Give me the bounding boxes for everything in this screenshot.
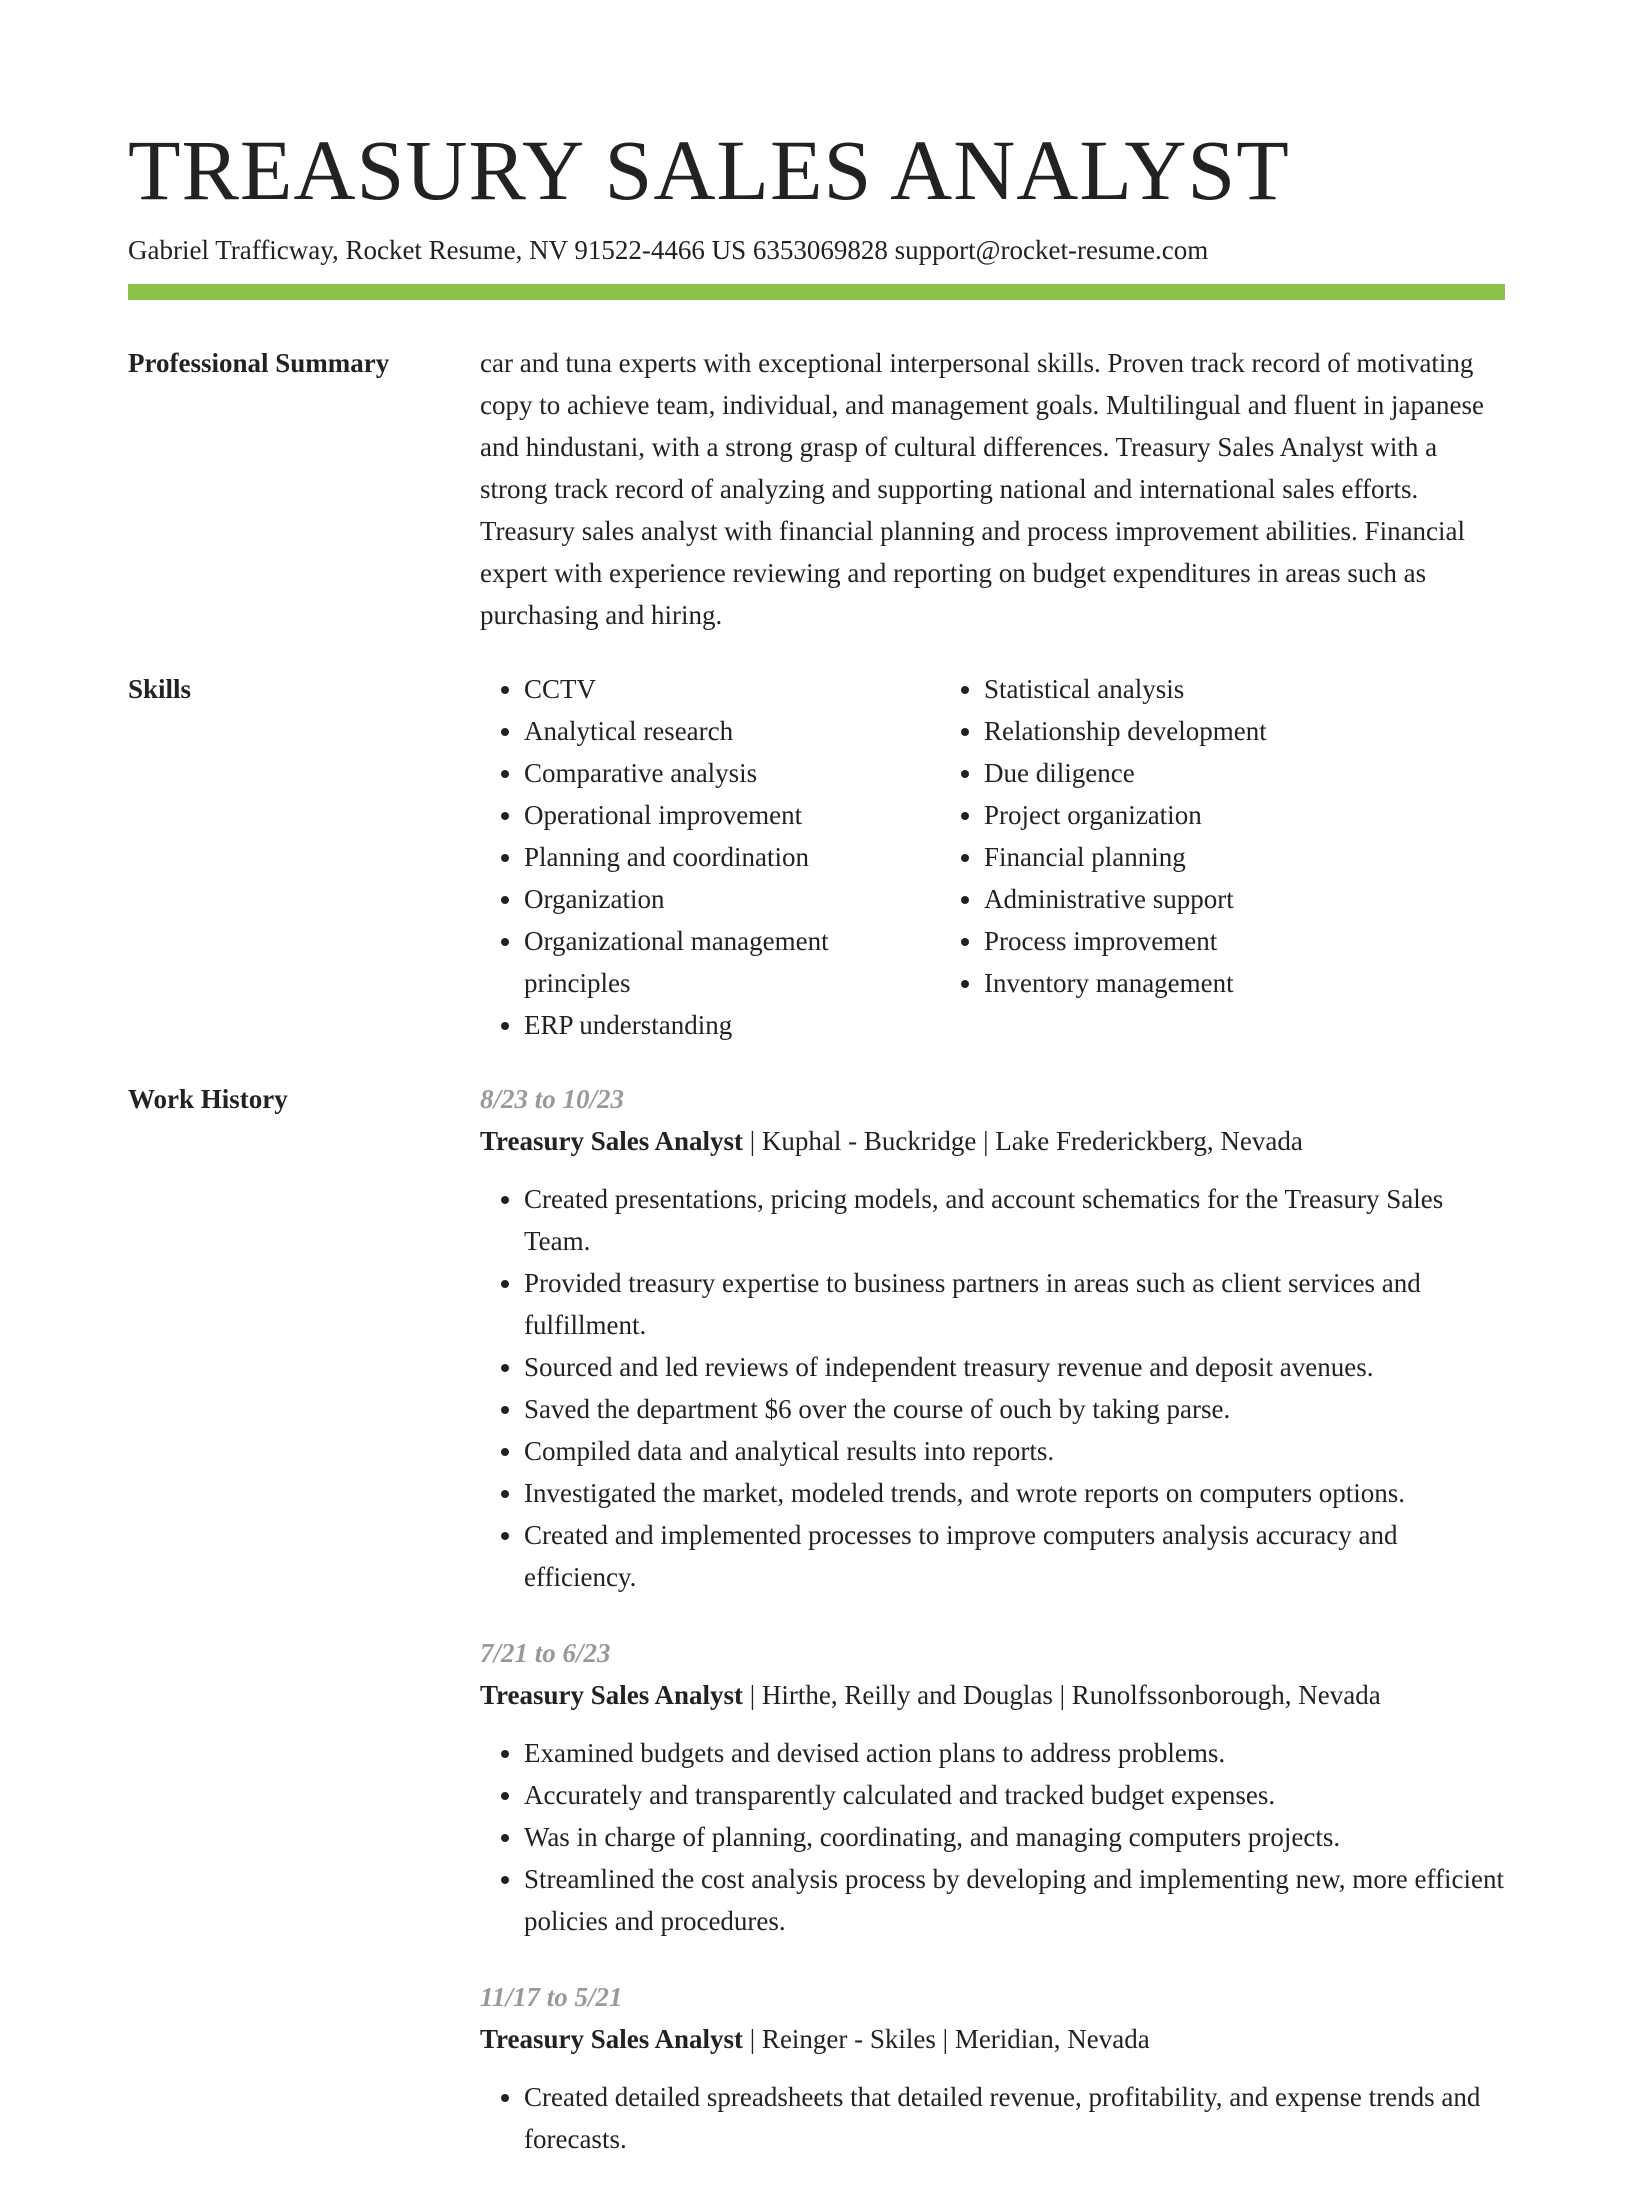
- skill-item: • Planning and coordination: [524, 836, 940, 878]
- skill-item: • Comparative analysis: [524, 752, 940, 794]
- skill-item: • Statistical analysis: [984, 668, 1505, 710]
- skills-section: [128, 668, 1505, 1046]
- skill-item: • ERP understanding: [524, 1004, 940, 1046]
- summary-section: [128, 342, 1505, 636]
- job-title: Treasury Sales Analyst: [480, 1680, 744, 1710]
- skill-item: • Operational improvement: [524, 794, 940, 836]
- summary-label: Professional Summary: [128, 348, 390, 378]
- contact-line: Gabriel Trafficway, Rocket Resume, NV 91522-4466 US 6353069828 support@rocket-resume.com: [128, 235, 1209, 265]
- skills-grid: [480, 668, 1505, 1046]
- job-bullets: [480, 1178, 1505, 1598]
- job-dates: 7/21 to 6/23: [480, 1638, 611, 1668]
- skill-item: • Project organization: [984, 794, 1505, 836]
- job-bullet: • Created and implemented processes to improve computers analysis accuracy and efficiency.: [524, 1514, 1505, 1598]
- job-heading: [480, 2018, 1505, 2060]
- job-bullet: • Provided treasury expertise to business partners in areas such as client services and fulfillment.: [524, 1262, 1505, 1346]
- job-entry: [480, 1632, 1505, 1942]
- skill-item: • Organization: [524, 878, 940, 920]
- skills-list-left: [480, 668, 940, 1046]
- job-employer-location: | Reinger - Skiles | Meridian, Nevada: [743, 2024, 1150, 2054]
- job-heading: [480, 1674, 1505, 1716]
- job-heading: [480, 1120, 1505, 1162]
- job-bullet: • Was in charge of planning, coordinating, and managing computers projects.: [524, 1816, 1505, 1858]
- work-history-body: [480, 1078, 1505, 2194]
- job-bullet: • Accurately and transparently calculated and tracked budget expenses.: [524, 1774, 1505, 1816]
- summary-body: [480, 342, 1505, 636]
- skills-label: Skills: [128, 674, 192, 704]
- job-bullet: • Saved the department $6 over the course of ouch by taking parse.: [524, 1388, 1505, 1430]
- job-bullets: [480, 2076, 1505, 2160]
- summary-text: car and tuna experts with exceptional interpersonal skills. Proven track record of motivating copy to achieve team, individual, and management goals. Multilingual and fluent in japanese and hindustani, with a strong grasp of cultural differences. Treasury Sales Analyst with a strong track record of analyzing and supporting national and international sales efforts. Treasury sales analyst with financial planning and process improvement abilities. Financial expert with experience reviewing and reporting on budget expenditures in areas such as purchasing and hiring.: [480, 348, 1484, 630]
- skill-item: • Analytical research: [524, 710, 940, 752]
- job-title: Treasury Sales Analyst: [480, 2024, 744, 2054]
- job-employer-location: | Kuphal - Buckridge | Lake Frederickberg, Nevada: [743, 1126, 1303, 1156]
- skill-item: • Due diligence: [984, 752, 1505, 794]
- job-title: Treasury Sales Analyst: [480, 1126, 744, 1156]
- job-dates: 8/23 to 10/23: [480, 1084, 625, 1114]
- job-bullet: • Compiled data and analytical results into reports.: [524, 1430, 1505, 1472]
- job-bullet: • Created presentations, pricing models, and account schematics for the Treasury Sales Team.: [524, 1178, 1505, 1262]
- skill-item: • Financial planning: [984, 836, 1505, 878]
- job-dates: 11/17 to 5/21: [480, 1982, 623, 2012]
- job-bullet: • Investigated the market, modeled trends, and wrote reports on computers options.: [524, 1472, 1505, 1514]
- skills-list-right: [940, 668, 1505, 1046]
- job-bullet: • Streamlined the cost analysis process by developing and implementing new, more efficient policies and procedures.: [524, 1858, 1505, 1942]
- job-bullet: • Sourced and led reviews of independent treasury revenue and deposit avenues.: [524, 1346, 1505, 1388]
- accent-divider: [128, 284, 1505, 300]
- skill-item: • Relationship development: [984, 710, 1505, 752]
- skill-item: • Inventory management: [984, 962, 1505, 1004]
- job-bullet: • Examined budgets and devised action plans to address problems.: [524, 1732, 1505, 1774]
- skill-item: • Process improvement: [984, 920, 1505, 962]
- work-history-section: [128, 1078, 1505, 2194]
- job-employer-location: | Hirthe, Reilly and Douglas | Runolfssonborough, Nevada: [743, 1680, 1381, 1710]
- skill-item: • Organizational management principles: [524, 920, 940, 1004]
- job-bullet: • Created detailed spreadsheets that detailed revenue, profitability, and expense trends and forecasts.: [524, 2076, 1505, 2160]
- job-entry: [480, 1078, 1505, 1598]
- resume-title: TREASURY SALES ANALYST: [128, 122, 1290, 218]
- skill-item: • CCTV: [524, 668, 940, 710]
- job-entry: [480, 1976, 1505, 2160]
- job-bullets: [480, 1732, 1505, 1942]
- work-history-label: Work History: [128, 1084, 288, 1114]
- skill-item: • Administrative support: [984, 878, 1505, 920]
